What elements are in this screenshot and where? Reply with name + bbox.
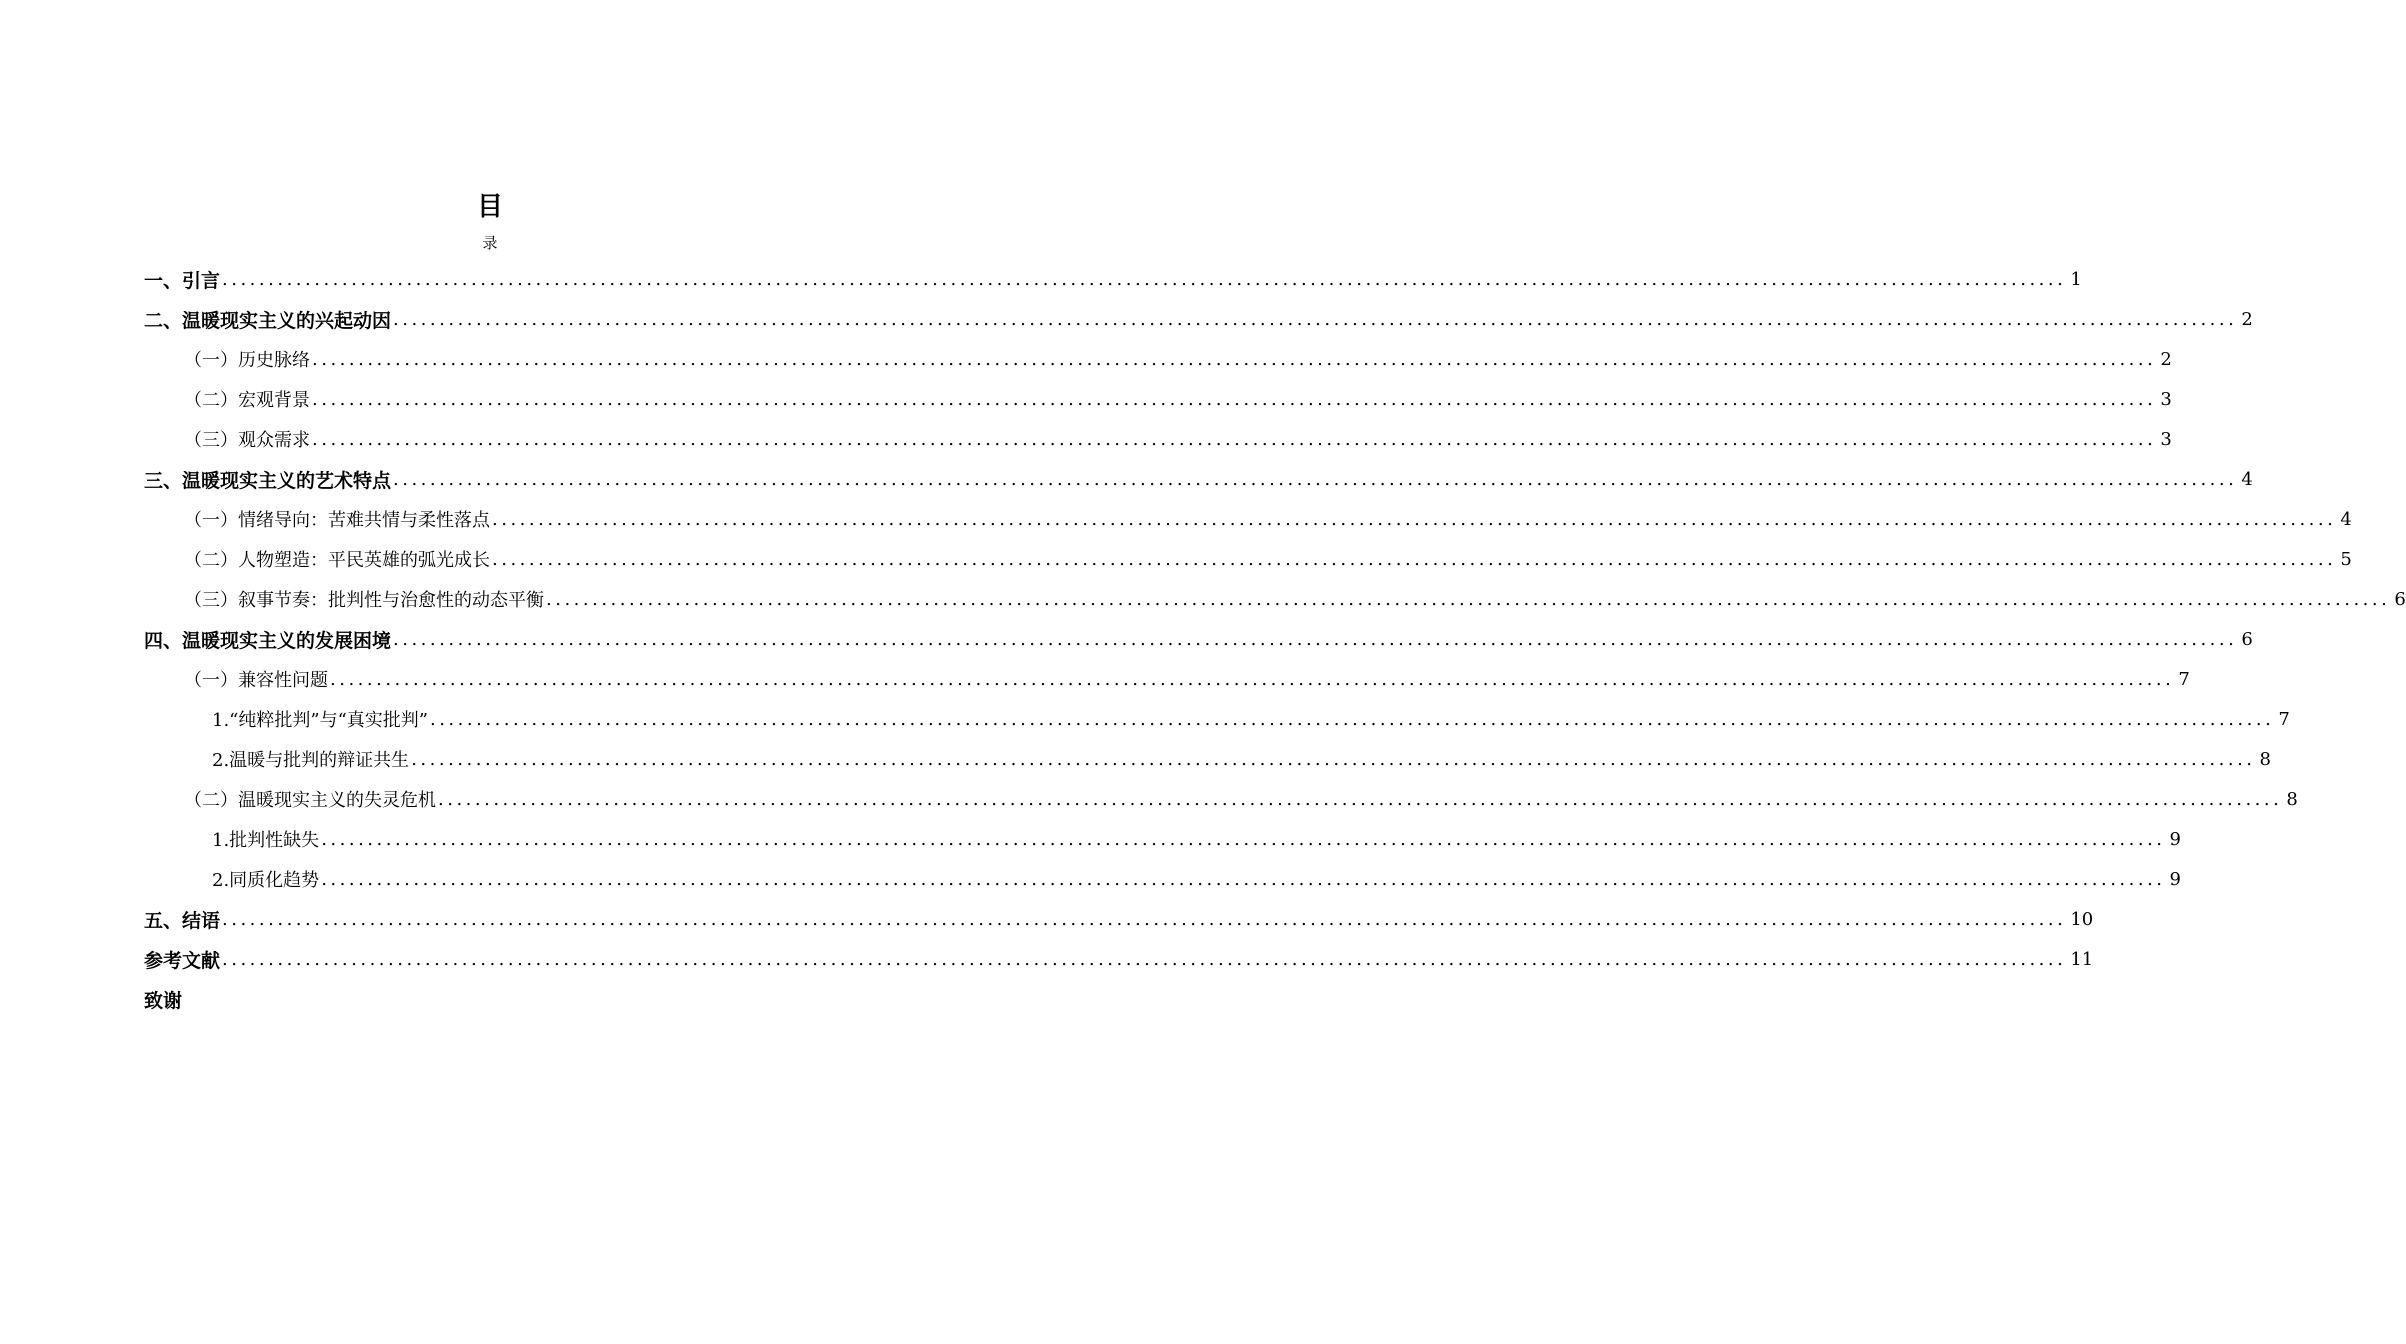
toc-page-number: 5 [2340,548,2352,570]
toc-page-number: 2 [2160,348,2172,370]
toc-entry-label: 三、温暖现实主义的艺术特点 [144,469,392,492]
toc-entry[interactable] [212,819,2181,859]
toc-entry-label: （三）叙事节奏：批判性与治愈性的动态平衡 [184,590,544,611]
toc-leader-dots: ........................................................................................................................................................................................................ [393,308,2238,330]
toc-page-number: 3 [2160,428,2172,450]
toc-entry-label: （二）温暖现实主义的失灵危机 [184,790,436,811]
toc-page-number: 6 [2241,628,2253,650]
toc-page-number: 7 [2178,668,2190,690]
toc-entry-label: （三）观众需求 [184,430,310,451]
toc-leader-dots: ........................................................................................................................................................................................................ [546,588,2391,610]
toc-entry[interactable] [184,539,2352,579]
toc-entry[interactable] [144,259,2082,299]
toc-entry-label: （一）兼容性问题 [184,670,328,691]
toc-entry-label: 致谢 [144,989,183,1012]
toc-title-second-char: 录 [482,234,498,252]
toc-entry-label: （二）人物塑造：平民英雄的弧光成长 [184,550,490,571]
toc-leader-dots: ........................................................................................................................................................................................................ [393,628,2238,650]
toc-page-number: 4 [2241,468,2253,490]
toc-entry[interactable] [184,499,2352,539]
toc-page-number: 10 [2070,908,2094,930]
toc-leader-dots: ........................................................................................................................................................................................................ [438,788,2283,810]
toc-leader-dots: ........................................................................................................................................................................................................ [330,668,2175,690]
toc-page-number: 7 [2278,708,2290,730]
toc-leader-dots: ........................................................................................................................................................................................................ [429,708,2275,730]
toc-page-number: 9 [2169,828,2181,850]
toc-entry[interactable] [144,459,2253,499]
toc-page-number: 8 [2286,788,2298,810]
toc-entry-label: 四、温暖现实主义的发展困境 [144,629,392,652]
toc-leader-dots: ........................................................................................................................................................................................................ [321,868,2166,890]
toc-leader-dots: ........................................................................................................................................................................................................ [312,428,2157,450]
toc-entry[interactable] [184,779,2298,819]
toc-entry[interactable] [184,379,2172,419]
toc-leader-dots: ........................................................................................................................................................................................................ [222,268,2067,290]
toc-entry-label: 1.批判性缺失 [212,830,320,851]
toc-entry[interactable] [144,299,2253,339]
toc-entry[interactable] [144,899,2094,939]
toc-page-number: 8 [2259,748,2271,770]
toc-leader-dots: ........................................................................................................................................................................................................ [222,948,2067,970]
toc-entry[interactable] [184,579,2406,619]
toc-entry[interactable] [144,939,2094,979]
toc-leader-dots: ........................................................................................................................................................................................................ [312,348,2157,370]
toc-entry-label: 五、结语 [144,909,221,932]
toc-entry-label: 二、温暖现实主义的兴起动因 [144,309,392,332]
toc-page-number: 3 [2160,388,2172,410]
toc-entry-label: 2.同质化趋势 [212,870,320,891]
toc-entry-label: 1.“纯粹批判”与“真实批判” [212,710,428,731]
toc-entry-label: （二）宏观背景 [184,390,310,411]
toc-leader-dots: ........................................................................................................................................................................................................ [393,468,2238,490]
toc-leader-dots: ........................................................................................................................................................................................................ [321,828,2166,850]
toc-entry[interactable] [144,979,838,1019]
toc-leader-dots: ........................................................................................................................................................................................................ [492,548,2337,570]
toc-leader-dots: ........................................................................................................................................................................................................ [492,508,2337,530]
toc-page-number: 4 [2340,508,2352,530]
toc-entry-label: （一）历史脉络 [184,350,310,371]
toc-entry[interactable] [184,339,2172,379]
toc-entry[interactable] [212,739,2271,779]
toc-entry-label: （一）情绪导向：苦难共情与柔性落点 [184,510,490,531]
toc-leader-dots: ........................................................................................................................................................................................................ [312,388,2157,410]
toc-page-number: 11 [2070,948,2094,970]
toc-entry[interactable] [212,859,2181,899]
toc-page-number: 1 [2070,268,2082,290]
toc-entry-label: 一、引言 [144,269,221,292]
toc-entry-label: 2.温暖与批判的辩证共生 [212,750,410,771]
toc-entry[interactable] [184,659,2190,699]
toc-entry-label: 参考文献 [144,949,221,972]
toc-entry[interactable] [144,619,2253,659]
toc-leader-dots: ........................................................................................................................................................................................................ [411,748,2256,770]
toc-leader-dots: ........................................................................................................................................................................................................ [222,908,2067,930]
toc-page-number: 6 [2394,588,2406,610]
toc-entry[interactable] [184,419,2172,459]
toc-entry[interactable] [212,699,2290,739]
toc-title: 目 [476,192,503,222]
toc-page-number: 9 [2169,868,2181,890]
toc-page-number: 2 [2241,308,2253,330]
